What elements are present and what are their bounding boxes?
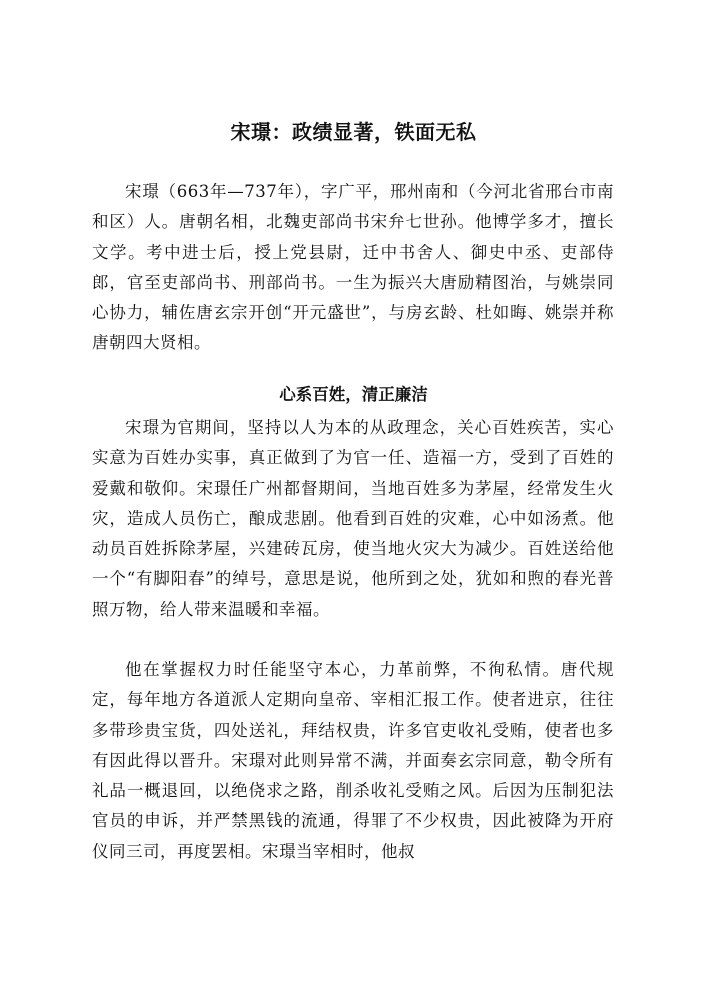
intro-paragraph: 宋璟（663年—737年），字广平，邢州南和（今河北省邢台市南和区）人。唐朝名相，北魏吏部尚书宋弁七世孙。他博学多才，擅长文学。考中进士后，授上党县尉，迁中书舍人、御史中丞、吏部侍郎，官至吏部尚书、刑部尚书。一生为振兴大唐励精图治，与姚崇同心协力，辅佐唐玄宗开创“开元盛世”，与房玄龄、杜如晦、姚崇并称唐朝四大贤相。 — [92, 182, 614, 353]
document-title: 宋璟：政绩显著，铁面无私 — [230, 120, 477, 144]
section-heading: 心系百姓，清正廉洁 — [279, 385, 428, 404]
body-paragraph-2: 宋璟为官期间，坚持以人为本的从政理念，关心百姓疾苦，实心实意为百姓办实事，真正做到了为官一任、造福一方，受到了百姓的爱戴和敬仰。宋璟任广州都督期间，当地百姓多为茅屋，经常发生火灾，造成人员伤亡，酿成悲剧。他看到百姓的灾难，心中如汤煮。他动员百姓拆除茅屋，兴建砖瓦房，使当地火灾大为减少。百姓送给他一个“有脚阳春”的绰号，意思是说，他所到之处，犹如和煦的春光普照万物，给人带来温暖和幸福。 — [92, 418, 614, 619]
body-paragraph-3: 他在掌握权力时任能坚守本心，力革前弊，不徇私情。唐代规定，每年地方各道派人定期向皇帝、宰相汇报工作。使者进京，往往多带珍贵宝货，四处送礼，拜结权贵，许多官吏收礼受贿，使者也多有因此得以晋升。宋璟对此则异常不满，并面奏玄宗同意，勒令所有礼品一概退回，以绝侥求之路，削杀收礼受贿之风。后因为压制犯法官员的申诉，并严禁黑钱的流通，得罪了不少权贵，因此被降为开府仪同三司，再度罢相。宋璟当宰相时，他叔 — [92, 660, 614, 861]
